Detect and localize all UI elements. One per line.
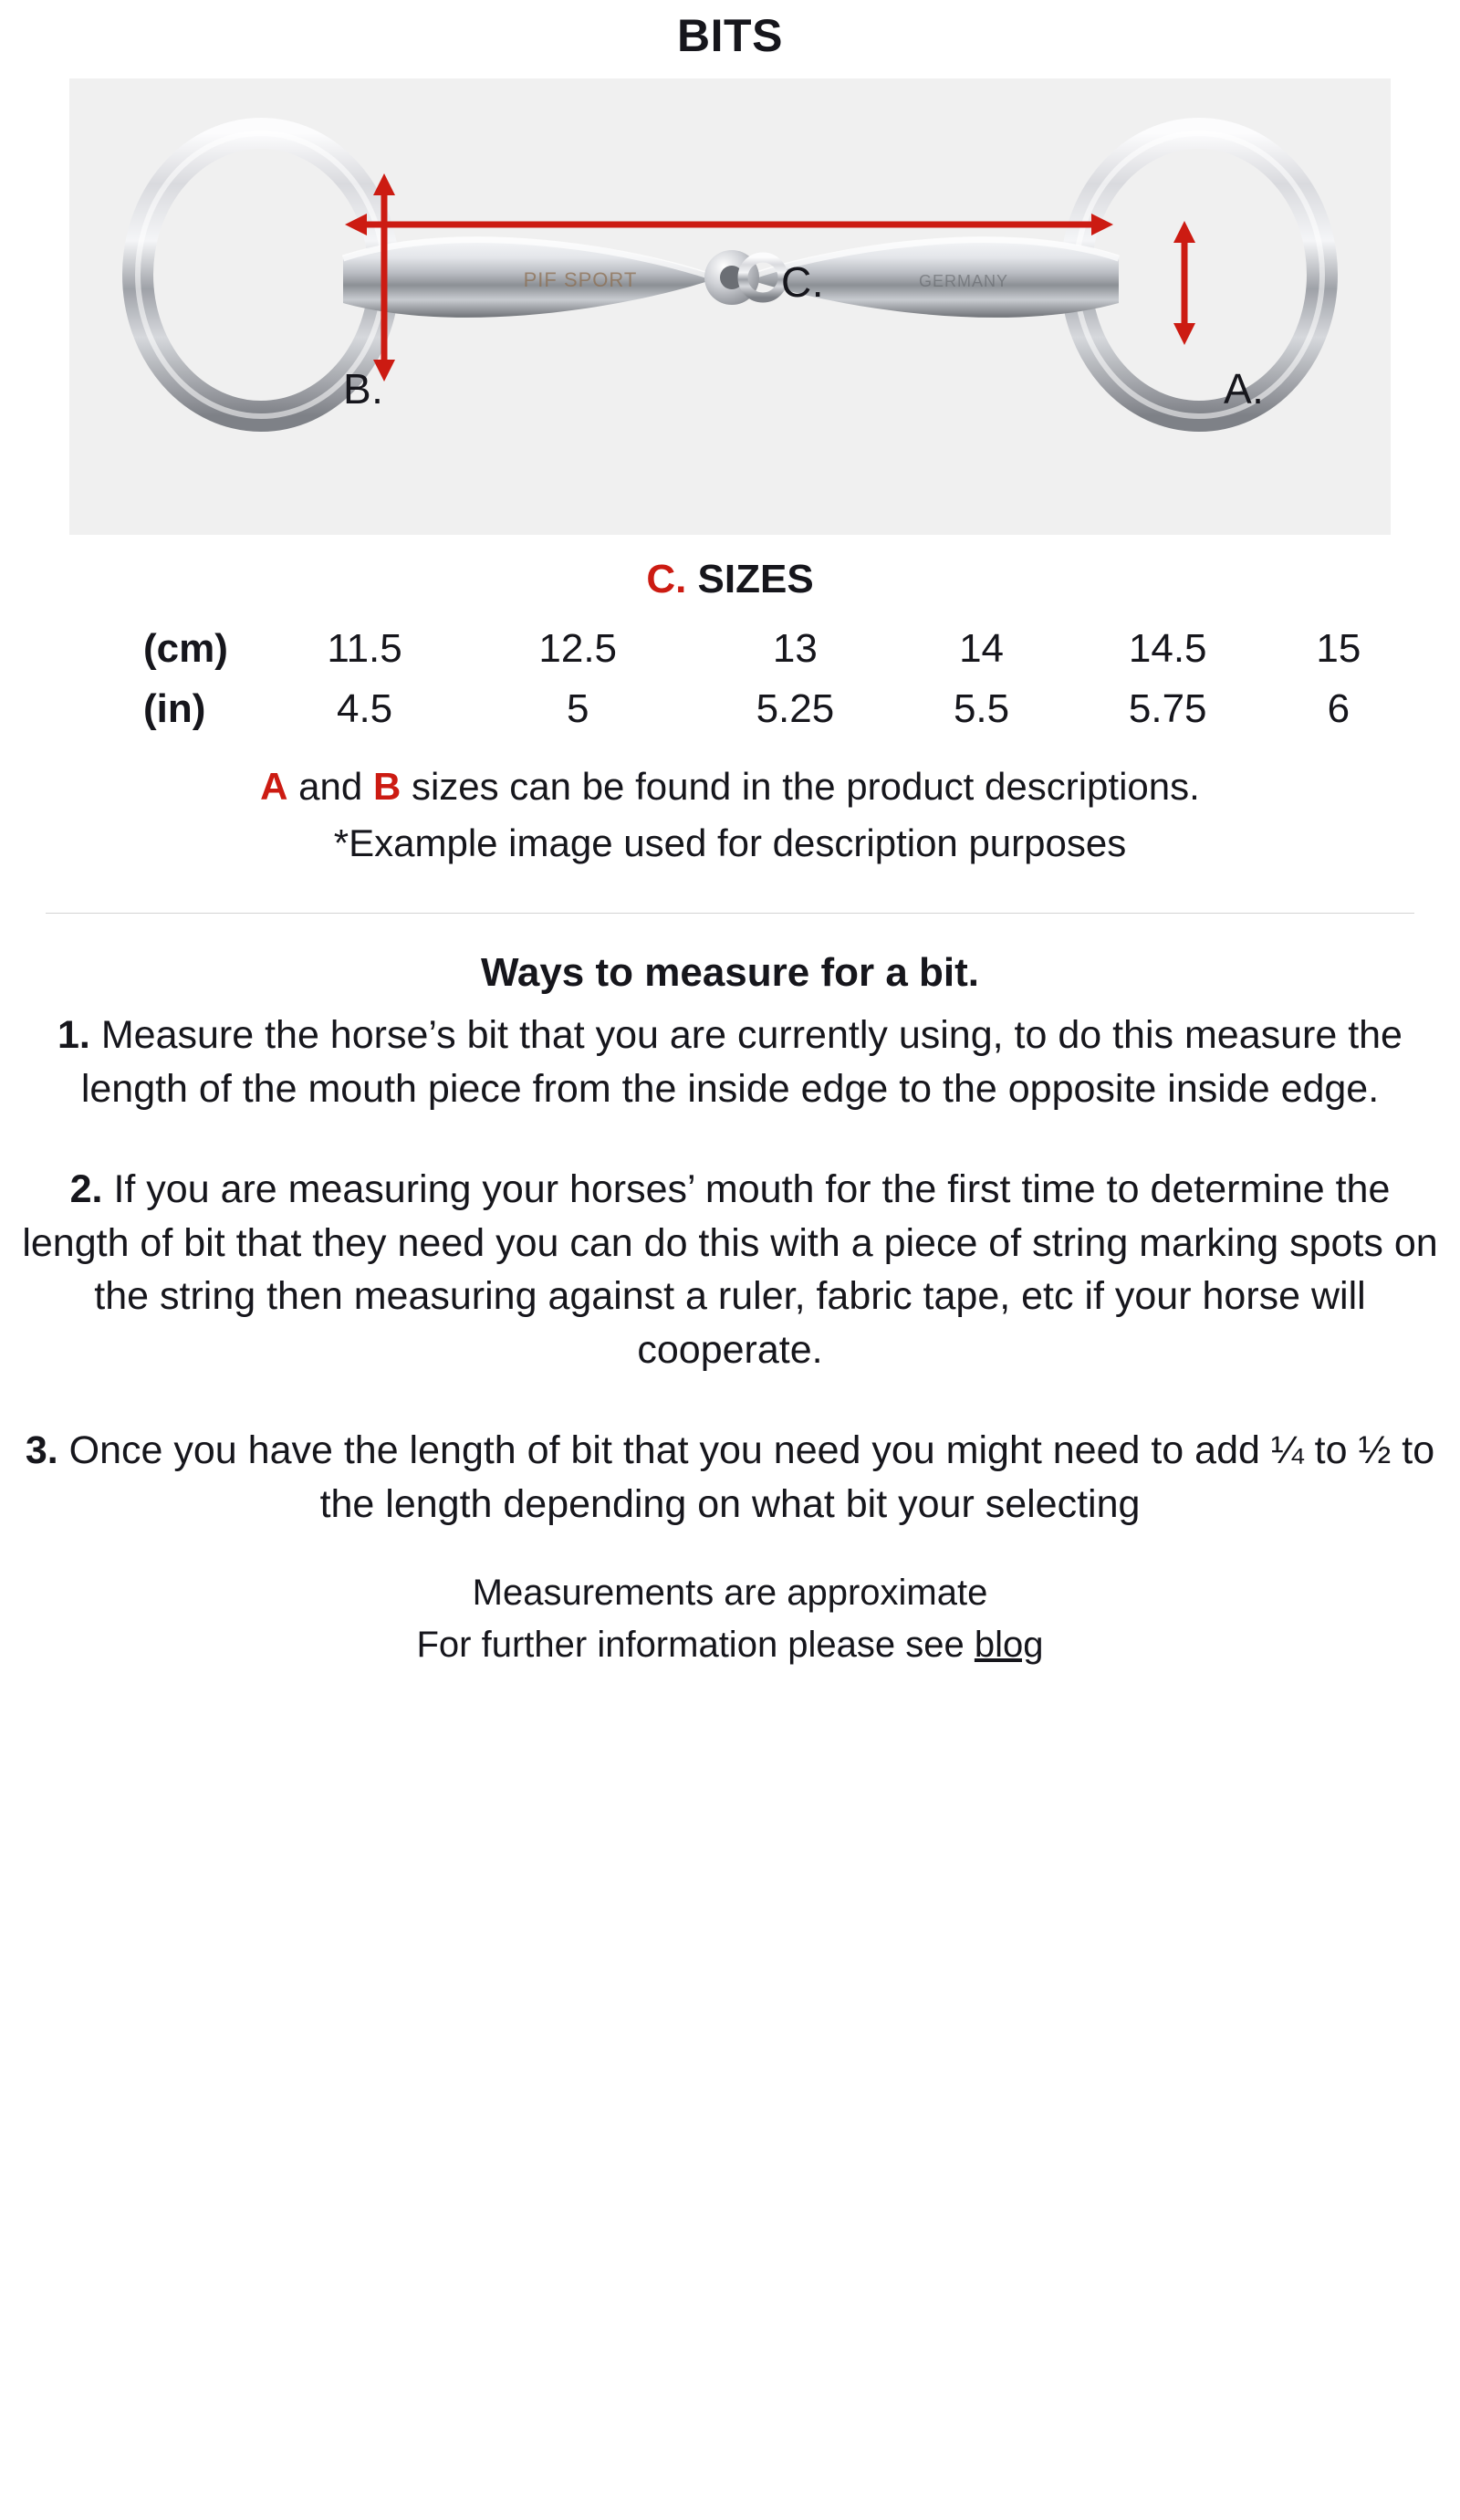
size-cm-2: 12.5 [538,626,618,671]
section-divider [46,913,1414,914]
step-3-text: Once you have the length of bit that you need you might need to add ¼ to ½ to the length depending on what bit your selecting [57,1428,1435,1526]
size-cm-5: 14.5 [1128,626,1207,671]
step-2-text: If you are measuring your horses’ mouth for the first time to determine the length of bit that they need you can do this with a piece of string marking spots on the string then measuring against a ruler, fabric tape, etc if your horse will cooperate. [22,1167,1438,1372]
size-in-6: 6 [1327,686,1350,731]
unit-label-cm: (cm) [143,626,228,671]
bit-diagram [69,78,1391,535]
measure-step-3 [18,1424,1442,1531]
note-mid: and [287,765,373,808]
size-cm-1: 11.5 [327,626,402,671]
size-cm-6: 15 [1316,626,1361,671]
svg-text:PIF SPORT: PIF SPORT [523,268,638,291]
sizes-heading-text: SIZES [686,557,814,601]
step-2-number: 2. [69,1167,103,1212]
measurements-approximate-note: Measurements are approximate [472,1573,988,1614]
size-in-4: 5.5 [953,686,1010,731]
size-in-3: 5.25 [756,686,835,731]
example-image-note: *Example image used for description purposes [333,821,1127,865]
measure-step-1 [18,1009,1442,1115]
unit-label-in: (in) [143,686,206,731]
ab-sizes-note [55,761,1405,812]
size-cm-4: 14 [959,626,1005,671]
further-information-note [416,1625,1043,1666]
table-row [59,619,1401,679]
size-table [59,619,1401,739]
step-1-text: Measure the horse’s bit that you are currently using, to do this measure the length of the mouth piece from the inside edge to the opposite inside edge. [80,1013,1403,1111]
note-accent-a: A [260,765,288,808]
sizes-heading-accent: C. [646,557,687,601]
size-cm-3: 13 [772,626,818,671]
bit-illustration [69,78,1391,535]
page-title: BITS [677,10,783,61]
further-information-prefix: For further information please see [416,1625,975,1666]
table-row [59,679,1401,739]
dimension-label-c: C. [781,258,824,306]
size-in-1: 4.5 [336,686,393,731]
ways-to-measure-heading: Ways to measure for a bit. [480,950,980,996]
sizes-heading [646,557,813,602]
note-tail: sizes can be found in the product descriptions. [401,765,1200,808]
blog-link[interactable]: blog [974,1625,1044,1666]
note-accent-b: B [372,765,402,808]
svg-text:GERMANY: GERMANY [918,272,1009,290]
size-in-5: 5.75 [1128,686,1207,731]
step-1-number: 1. [57,1013,90,1058]
step-3-number: 3. [25,1428,58,1473]
measure-step-2 [18,1163,1442,1376]
size-in-2: 5 [566,686,589,731]
dimension-label-a: A. [1224,365,1265,413]
dimension-label-b: B. [343,365,384,413]
